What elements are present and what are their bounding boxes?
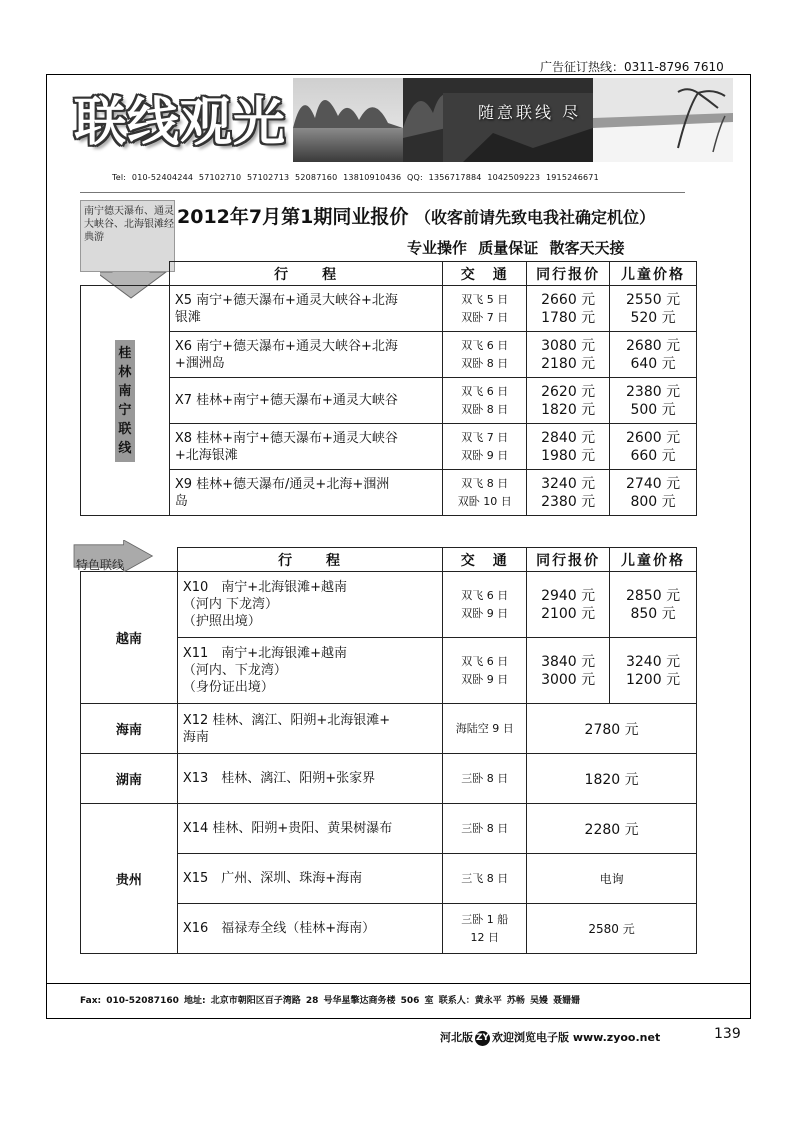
region-hainan: 海南 (81, 704, 178, 754)
transport-cell: 双飞 6 日 双卧 9 日 (443, 572, 527, 638)
right-rule (750, 74, 751, 1019)
region-vietnam: 越南 (81, 572, 178, 704)
page-number: 139 (714, 1026, 741, 1042)
region-cell (81, 286, 170, 516)
footer-rule (46, 983, 751, 984)
banner-slogan: 随意联线 尽 (478, 103, 582, 122)
route-cell: X5 南宁+德天瀑布+通灵大峡谷+北海 银滩 (169, 286, 442, 332)
child-price-cell: 2380 元 500 元 (610, 378, 697, 424)
trade-price-cell: 2620 元 1820 元 (527, 378, 610, 424)
transport-cell: 三卧 1 船 12 日 (443, 904, 527, 954)
transport-cell: 双飞 6 日 双卧 8 日 (443, 378, 527, 424)
route-cell: X14 桂林、阳朔+贵阳、黄果树瀑布 (177, 804, 443, 854)
trade-price-cell: 3240 元 2380 元 (527, 470, 610, 516)
route-cell: X15 广州、深圳、珠海+海南 (177, 854, 443, 904)
transport-cell: 三卧 8 日 (443, 804, 527, 854)
transport-cell: 双飞 8 日 双卧 10 日 (443, 470, 527, 516)
bottom-rule (46, 1018, 751, 1019)
child-price-cell: 2740 元 800 元 (610, 470, 697, 516)
region-guizhou: 贵州 (81, 804, 178, 954)
headline-title: 2012年7月第1期同业报价 (177, 206, 409, 228)
transport-cell: 双飞 7 日 双卧 9 日 (443, 424, 527, 470)
region-label: 桂林南宁联线 (115, 340, 135, 462)
top-rule (46, 74, 751, 75)
left-rule (46, 74, 47, 1019)
route-cell: X12 桂林、漓江、阳朔+北海银滩+ 海南 (177, 704, 443, 754)
page-title (177, 202, 655, 229)
route-cell: X11 南宁+北海银滩+越南 （河内、下龙湾） （身份证出境） (177, 638, 443, 704)
route-cell: X13 桂林、漓江、阳朔+张家界 (177, 754, 443, 804)
transport-cell: 海陆空 9 日 (443, 704, 527, 754)
trade-price-cell: 3080 元 2180 元 (527, 332, 610, 378)
route-cell: X6 南宁+德天瀑布+通灵大峡谷+北海 +涠洲岛 (169, 332, 442, 378)
transport-cell: 三飞 8 日 (443, 854, 527, 904)
child-price-cell: 2550 元 520 元 (610, 286, 697, 332)
transport-cell: 双飞 6 日 双卧 9 日 (443, 638, 527, 704)
trade-price-cell: 2840 元 1980 元 (527, 424, 610, 470)
th-route: 行 程 (177, 548, 443, 572)
child-price-cell: 2680 元 640 元 (610, 332, 697, 378)
route-cell: X16 福禄寿全线（桂林+海南） (177, 904, 443, 954)
fax-address-line: Fax: 010-52087160 地址: 北京市朝阳区百子湾路 28 号华星擎达商务楼 506 室 联系人：黄永平 苏畅 吴嫚 聂姗姗 (80, 996, 581, 1006)
th-route: 行 程 (169, 262, 442, 286)
edition-line (440, 1029, 660, 1046)
headline-note: （收客前请先致电我社确定机位） (414, 208, 655, 227)
edition-label: 河北版 (440, 1031, 473, 1044)
price-cell: 1820 元 (527, 754, 697, 804)
th-trade-price: 同行报价 (527, 262, 610, 286)
trade-price-cell: 3840 元 3000 元 (527, 638, 610, 704)
price-cell: 2580 元 (527, 904, 697, 954)
price-table-guilin-nanning (80, 261, 697, 516)
header-spacer (81, 262, 170, 286)
transport-cell: 双飞 5 日 双卧 7 日 (443, 286, 527, 332)
special-routes-tag: 特色联线 (76, 558, 125, 572)
subheadline: 专业操作 质量保证 散客天天接 (407, 239, 625, 257)
th-trade-price: 同行报价 (527, 548, 610, 572)
route-cell: X10 南宁+北海银滩+越南 （河内 下龙湾） （护照出境） (177, 572, 443, 638)
child-price-cell: 3240 元 1200 元 (610, 638, 697, 704)
price-cell: 2780 元 (527, 704, 697, 754)
route-cell: X7 桂林+南宁+德天瀑布+通灵大峡谷 (169, 378, 442, 424)
child-price-cell: 2850 元 850 元 (610, 572, 697, 638)
transport-cell: 双飞 6 日 双卧 8 日 (443, 332, 527, 378)
zy-logo-icon: ZY (475, 1031, 490, 1046)
brand-logo: 联线观光 (74, 92, 287, 153)
trade-price-cell: 2940 元 2100 元 (527, 572, 610, 638)
th-child-price: 儿童价格 (610, 548, 697, 572)
intro-text: 南宁德天瀑布、通灵大峡谷、北海银滩经典游 (84, 206, 174, 243)
trade-price-cell: 2660 元 1780 元 (527, 286, 610, 332)
route-cell: X8 桂林+南宁+德天瀑布+通灵大峡谷 +北海银滩 (169, 424, 442, 470)
contact-rule (80, 192, 685, 193)
region-hunan: 湖南 (81, 754, 178, 804)
price-table-special-routes (80, 547, 697, 954)
price-cell: 2280 元 (527, 804, 697, 854)
th-child-price: 儿童价格 (610, 262, 697, 286)
transport-cell: 三卧 8 日 (443, 754, 527, 804)
th-transport: 交 通 (443, 262, 527, 286)
th-transport: 交 通 (443, 548, 527, 572)
route-cell: X9 桂林+德天瀑布/通灵+北海+涠洲 岛 (169, 470, 442, 516)
edition-note: 欢迎浏览电子版 www.zyoo.net (492, 1031, 661, 1044)
price-cell: 电询 (527, 854, 697, 904)
child-price-cell: 2600 元 660 元 (610, 424, 697, 470)
contact-phones: Tel: 010-52404244 57102710 57102713 52087160 13810910436 QQ: 1356717884 1042509223 1915246671 (112, 173, 599, 182)
ad-hotline: 广告征订热线：0311-8796 7610 (540, 60, 724, 74)
